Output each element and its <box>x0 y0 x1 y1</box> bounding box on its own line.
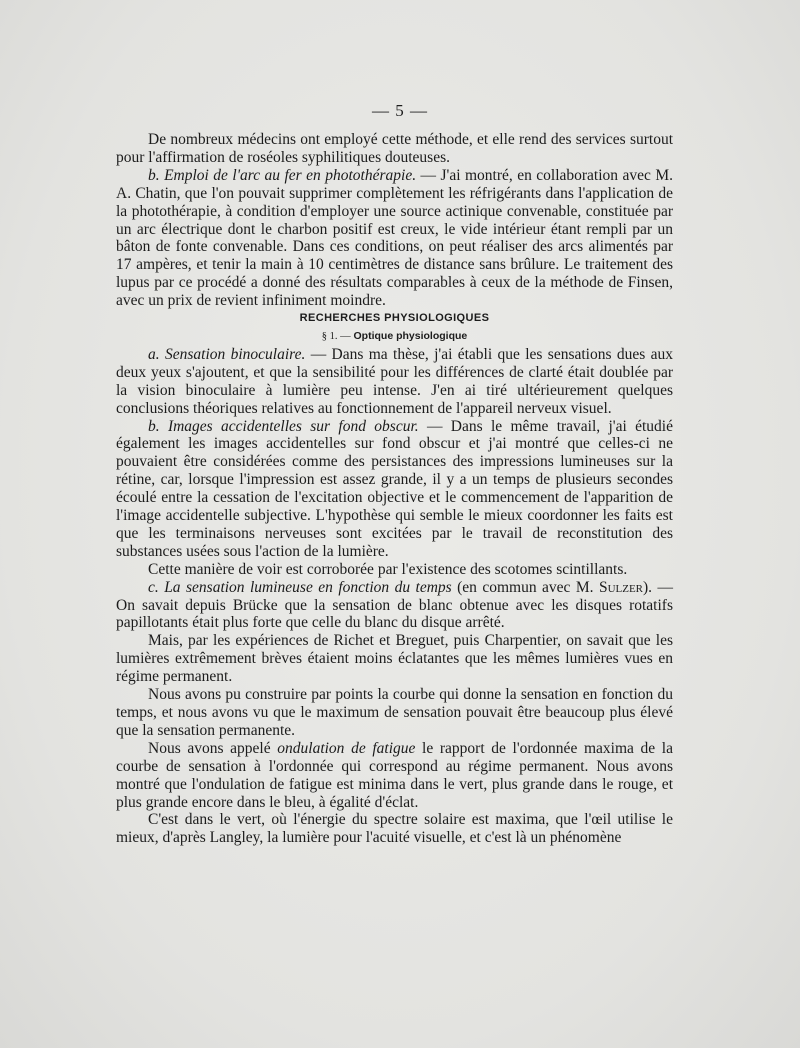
paragraph-label: b. Images accidentelles sur fond obscur. <box>148 417 419 435</box>
paragraph-text: — J'ai montré, en collaboration avec M. A. Chatin, que l'on pouvait supprimer complètement les réfrigérants dans l'application de la photothérapie, à condition d'employer une source actinique convenable, constituée par un arc électrique dont le charbon positif est creux, le vide intérieur étant rempli par un bâton de fonte convenable. Dans ces conditions, on peut réaliser des arcs alimentés par 17 ampères, et tenir la main à 10 centimètres de distance sans brûlure. Le traitement des lupus par ce procédé a donné des résultats comparables à ceux de la méthode de Finsen, avec un prix de revient infiniment moindre. <box>116 166 673 310</box>
subsection-label: Optique physiologique <box>353 329 468 342</box>
paragraph-text: — Dans ma thèse, j'ai établi que les sensations dues aux deux yeux s'ajoutent, et que la sensibilité pour les différences de clarté était doublée par la vision binoculaire à lumière peu intense. J'en ai tiré ultérieurement quelques conclusions théoriques relatives au fonctionnement de l'appareil nerveux visuel. <box>116 345 673 417</box>
paragraph-scotomes: Cette manière de voir est corroborée par l'existence des scotomes scintillants. <box>148 560 628 578</box>
subsection-title <box>116 328 673 346</box>
paragraph-curve: Nous avons pu construire par points la courbe qui donne la sensation en fonction du temps, et nous avons vu que le maximum de sensation pouvait être beaucoup plus élevé que la sensation permanente. <box>116 686 673 739</box>
paragraph-langley: C'est dans le vert, où l'énergie du spectre solaire est maxima, que l'œil utilise le mieux, d'après Langley, la lumière pour l'acuité visuelle, et c'est là un phénomène <box>116 811 673 847</box>
body-text <box>116 131 673 847</box>
paragraph-label: a. Sensation binoculaire. <box>148 345 306 363</box>
paragraph-accidental-images <box>116 418 673 561</box>
section-title: RECHERCHES PHYSIOLOGIQUES <box>299 312 490 325</box>
subsection-number: § 1. — <box>321 330 351 342</box>
page-number: — 5 — <box>372 101 428 120</box>
paragraph-text: Nous avons appelé <box>148 739 278 757</box>
paragraph-text: ). — On savait depuis Brücke que la sensation de blanc obtenue avec les disques rotatifs papillotants était plus forte que celle du blanc du disque arrêté. <box>116 578 673 632</box>
paragraph-sensation-time <box>116 579 673 633</box>
paragraph-fatigue <box>116 740 673 812</box>
paragraph-label: b. Emploi de l'arc au fer en photothérapie. <box>148 166 417 184</box>
paragraph-text: (en commun avec M. <box>451 578 599 596</box>
paragraph-intro: De nombreux médecins ont employé cette méthode, et elle rend des services surtout pour l'affirmation de roséoles syphilitiques douteuses. <box>116 131 673 166</box>
paragraph-arc-photo <box>116 167 673 310</box>
paragraph-binocular <box>116 346 673 418</box>
paragraph-text: le rapport de l'ordonnée maxima de la courbe de sensation à l'ordonnée qui correspond au régime permanent. Nous avons montré que l'ondulation de fatigue est minima dans le vert, plus grande dans le rouge, et plus grande encore dans le bleu, à égalité d'éclat. <box>116 739 673 811</box>
paragraph-label: c. La sensation lumineuse en fonction du temps <box>148 578 452 596</box>
author-name: Sulzer <box>598 578 644 596</box>
paragraph-text: — Dans le même travail, j'ai étudié également les images accidentelles sur fond obscur et j'ai montré que celles-ci ne pouvaient être considérées comme des persistances des impressions lumineuses sur la rétine, car, lorsque l'impression est assez grande, il y a un temps de plusieurs secondes écoulé entre la cessation de l'excitation objective et le commencement de l'apparition de l'image accidentelle subjective. L'hypothèse qui semble le mieux coordonner les faits est que les terminaisons nerveuses sont excitées par le travail de reconstitution des substances usées sous l'action de la lumière. <box>116 417 673 560</box>
paragraph-richet: Mais, par les expériences de Richet et Breguet, puis Charpentier, on savait que les lumières extrêmement brèves étaient moins éclatantes que les mêmes lumières vues en régime permanent. <box>116 632 673 686</box>
emphasis-term: ondulation de fatigue <box>277 739 416 757</box>
